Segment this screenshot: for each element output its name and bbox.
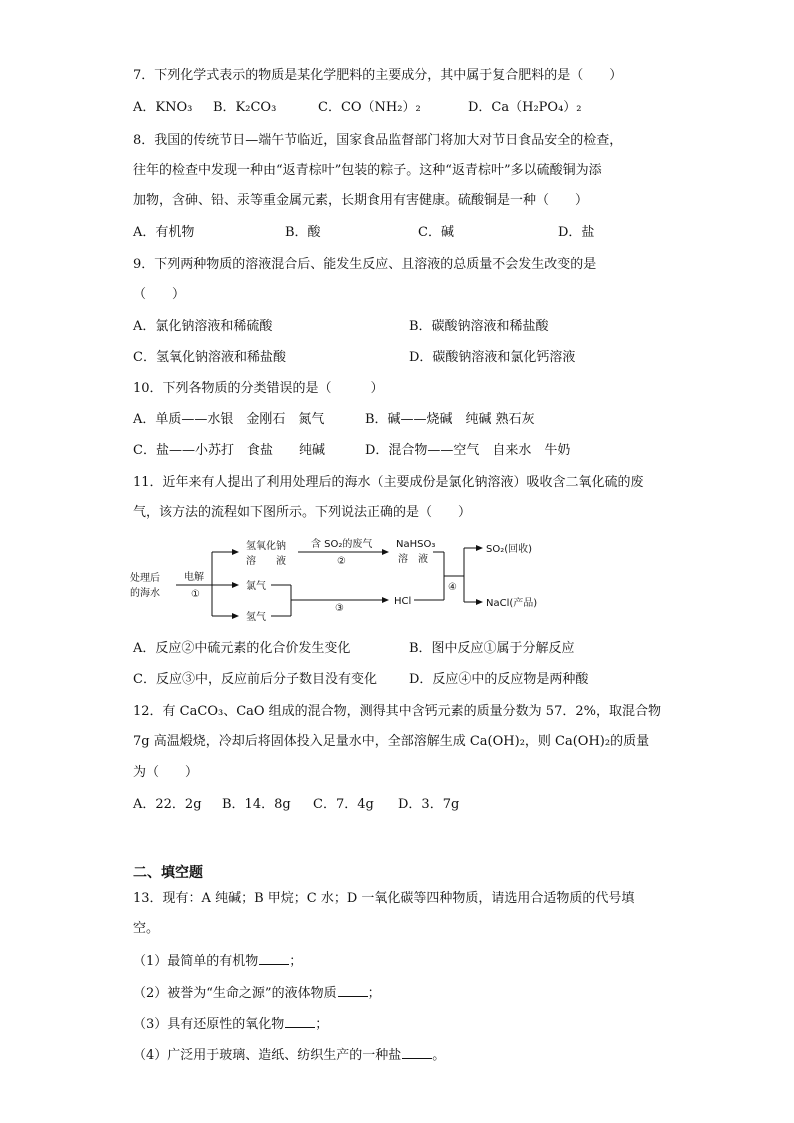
q11-line-2: 气，该方法的流程如下图所示。下列说法正确的是（ ） <box>133 505 472 520</box>
q11-option-b: B．图中反应①属于分解反应 <box>409 641 575 656</box>
q7-option-a: A．KNO₃ <box>133 100 193 115</box>
q7-option-d: D．Ca（H₂PO₄）₂ <box>468 100 582 115</box>
q13-sub-3-end: ； <box>315 1017 329 1032</box>
q11-option-d: D．反应④中的反应物是两种酸 <box>409 672 589 687</box>
q13-sub-1-text: （1）最简单的有机物 <box>133 954 259 969</box>
q13-sub-3 <box>133 1015 328 1034</box>
q12-option-c: C．7．4g <box>313 797 374 812</box>
q7-option-b: B．K₂CO₃ <box>213 100 277 115</box>
so2-recovered-label: SO₂(回收) <box>486 544 533 555</box>
q11-option-c: C．反应③中，反应前后分子数目没有变化 <box>133 672 377 687</box>
answer-blank <box>285 1015 315 1028</box>
nacl-product-label: NaCl(产品) <box>486 598 538 609</box>
q11-option-a: A．反应②中硫元素的化合价发生变化 <box>133 641 351 656</box>
q13-sub-1-end: ； <box>289 954 303 969</box>
seawater-label-1: 处理后 <box>130 573 160 584</box>
q8-option-c: C．碱 <box>418 225 454 240</box>
naoh-label-1: 氢氧化钠 <box>246 541 286 552</box>
q13-sub-4 <box>133 1046 445 1065</box>
nahso3-label-1: NaHSO₃ <box>396 539 436 550</box>
q9-option-c: C．氢氧化钠溶液和稀盐酸 <box>133 350 286 365</box>
q8-option-a: A．有机物 <box>133 225 195 240</box>
step-4-marker: ④ <box>448 582 457 593</box>
q13-sub-2-text: （2）被誉为“生命之源”的液体物质 <box>133 986 337 1001</box>
q8-line-3: 加物，含砷、铅、汞等重金属元素，长期食用有害健康。硫酸铜是一种（ ） <box>133 193 589 208</box>
naoh-label-2: 溶 液 <box>246 556 286 567</box>
q9-option-d: D．碳酸钠溶液和氯化钙溶液 <box>409 350 576 365</box>
step-3-marker: ③ <box>335 603 344 614</box>
q9-option-a: A．氯化钠溶液和稀硫酸 <box>133 319 273 334</box>
hcl-label: HCl <box>394 596 412 607</box>
step-2-marker: ② <box>337 556 346 567</box>
q7-option-c: C．CO（NH₂）₂ <box>318 100 421 115</box>
answer-blank <box>402 1046 432 1059</box>
q13-sub-4-end: 。 <box>432 1048 446 1063</box>
q8-line-1: 8．我国的传统节日—端午节临近，国家食品监督部门将加大对节日食品安全的检查， <box>133 133 623 148</box>
chlorine-label: 氯气 <box>246 581 266 592</box>
q7-stem: 7．下列化学式表示的物质是某化学肥料的主要成分，其中属于复合肥料的是（ ） <box>133 68 623 83</box>
seawater-process-flowchart <box>128 534 558 634</box>
electrolysis-label: 电解 <box>184 572 204 583</box>
q8-option-b: B．酸 <box>285 225 321 240</box>
q13-sub-3-text: （3）具有还原性的氧化物 <box>133 1017 285 1032</box>
q13-sub-1 <box>133 952 302 971</box>
q10-option-b: B．碱——烧碱 纯碱 熟石灰 <box>365 412 535 427</box>
so2-waste-gas-label: 含 SO₂的废气 <box>311 539 373 550</box>
q13-sub-4-text: （4）广泛用于玻璃、造纸、纺织生产的一种盐 <box>133 1048 402 1063</box>
q10-option-a: A．单质——水银 金刚石 氮气 <box>133 412 325 427</box>
nahso3-label-2: 溶 液 <box>398 554 428 565</box>
q9-option-b: B．碳酸钠溶液和稀盐酸 <box>409 319 549 334</box>
q8-option-d: D．盐 <box>558 225 595 240</box>
answer-blank <box>338 984 368 997</box>
q12-option-a: A．22．2g <box>133 797 202 812</box>
seawater-label-2: 的海水 <box>130 588 160 599</box>
q10-option-d: D．混合物——空气 自来水 牛奶 <box>365 443 571 458</box>
section-title: 二、填空题 <box>133 865 203 881</box>
q12-line-2: 7g 高温煅烧，冷却后将固体投入足量水中，全部溶解生成 Ca(OH)₂，则 Ca(OH)₂的质量 <box>133 734 650 749</box>
q9-line-2: （ ） <box>133 287 186 302</box>
answer-blank <box>259 952 289 965</box>
q12-option-d: D．3．7g <box>398 797 460 812</box>
q10-option-c: C．盐——小苏打 食盐 纯碱 <box>133 443 325 458</box>
q13-line-1: 13．现有：A 纯碱；B 甲烷；C 水；D 一氧化碳等四种物质，请选用合适物质的代号填 <box>133 891 635 906</box>
q10-stem: 10．下列各物质的分类错误的是（ ） <box>133 381 384 396</box>
q12-option-b: B．14．8g <box>222 797 291 812</box>
step-1-marker: ① <box>191 589 200 600</box>
q13-sub-2-end: ； <box>367 986 381 1001</box>
q9-line-1: 9．下列两种物质的溶液混合后、能发生反应、且溶液的总质量不会发生改变的是 <box>133 257 597 272</box>
q12-line-1: 12．有 CaCO₃、CaO 组成的混合物，测得其中含钙元素的质量分数为 57．2%，取混合物 <box>133 704 661 719</box>
q8-line-2: 往年的检查中发现一种由“返青棕叶”包装的粽子。这种“返青棕叶”多以硫酸铜为添 <box>133 163 602 178</box>
q13-sub-2 <box>133 984 381 1003</box>
q12-line-3: 为（ ） <box>133 765 199 780</box>
q13-line-2: 空。 <box>133 921 160 936</box>
hydrogen-label: 氢气 <box>246 612 266 623</box>
q11-line-1: 11．近年来有人提出了利用处理后的海水（主要成份是氯化钠溶液）吸收含二氧化硫的废 <box>133 475 644 490</box>
